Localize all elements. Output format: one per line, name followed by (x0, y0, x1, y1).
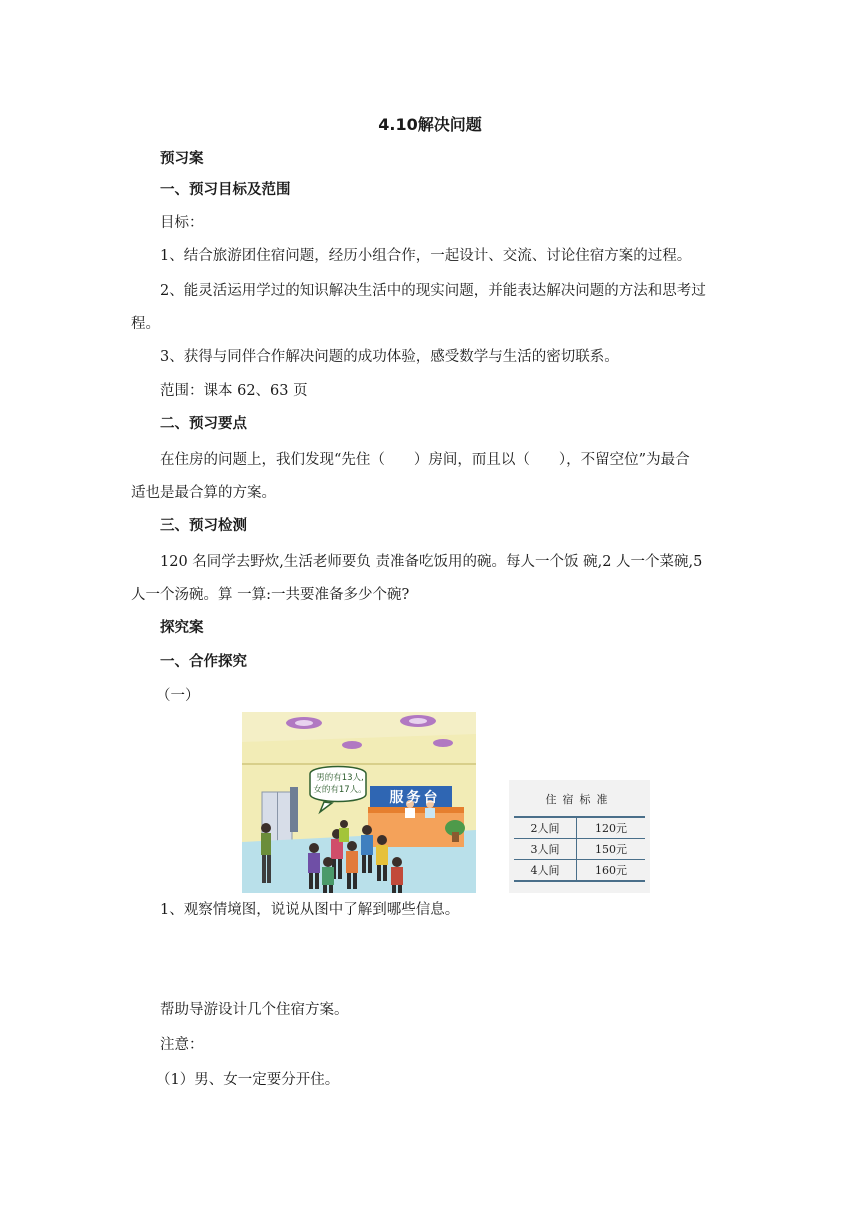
price-table-grid (514, 816, 645, 882)
bubble-line-1: 男的有13人, (316, 773, 364, 783)
section-heading-yuxi: 预习案 (160, 151, 204, 167)
bubble-line-2: 女的有17人。 (313, 785, 367, 795)
price-cell: 160元 (577, 860, 646, 882)
note-label: 注意： (160, 1037, 204, 1053)
table-row (514, 860, 645, 882)
room-type-cell: 2人间 (514, 817, 577, 839)
table-row (514, 839, 645, 860)
check-line2: 人一个汤碗。算 一算:一共要准备多少个碗? (131, 587, 410, 603)
ceiling-light-3 (342, 741, 362, 749)
price-cell: 120元 (577, 817, 646, 839)
section-heading-tanjiu: 探究案 (160, 620, 204, 636)
heading-goals-range: 一、预习目标及范围 (160, 182, 291, 198)
room-type-cell: 4人间 (514, 860, 577, 882)
subsection-one: （一） (156, 688, 200, 704)
heading-cooperative-inquiry: 一、合作探究 (160, 654, 247, 670)
room-type-cell: 3人间 (514, 839, 577, 860)
ceiling-light-4 (433, 739, 453, 747)
service-desk-sign: 服务台 (389, 790, 441, 806)
goal-2-line2: 程。 (131, 316, 160, 332)
price-cell: 150元 (577, 839, 646, 860)
help-design-text: 帮助导游设计几个住宿方案。 (160, 1002, 349, 1018)
table-row (514, 817, 645, 839)
key-points-line1: 在住房的问题上，我们发现“先住（ ）房间，而且以（ ），不留空位”为最合 (160, 452, 690, 468)
check-line1: 120 名同学去野炊,生活老师要负 责准备吃饭用的碗。每人一个饭 碗,2 人一个菜碗,5 (160, 554, 703, 570)
page-title: 4.10解决问题 (378, 115, 482, 134)
goal-3: 3、获得与同伴合作解决问题的成功体验，感受数学与生活的密切联系。 (160, 349, 619, 365)
goal-2-line1: 2、能灵活运用学过的知识解决生活中的现实问题，并能表达解决问题的方法和思考过 (160, 283, 706, 299)
note-1: （1）男、女一定要分开住。 (156, 1072, 340, 1088)
goal-1: 1、结合旅游团住宿问题，经历小组合作，一起设计、交流、讨论住宿方案的过程。 (160, 248, 692, 264)
question-1: 1、观察情境图，说说从图中了解到哪些信息。 (160, 902, 460, 918)
heading-key-points: 二、预习要点 (160, 416, 247, 432)
speech-bubble-text (312, 772, 368, 796)
key-points-line2: 适也是最合算的方案。 (131, 485, 276, 501)
goal-label: 目标： (160, 215, 204, 231)
heading-preview-check: 三、预习检测 (160, 518, 247, 534)
price-standard-table (509, 780, 650, 893)
price-table-title: 住宿标准 (545, 793, 614, 806)
hotel-lobby-illustration (242, 712, 476, 893)
range-text: 范围：课本 62、63 页 (160, 383, 308, 399)
